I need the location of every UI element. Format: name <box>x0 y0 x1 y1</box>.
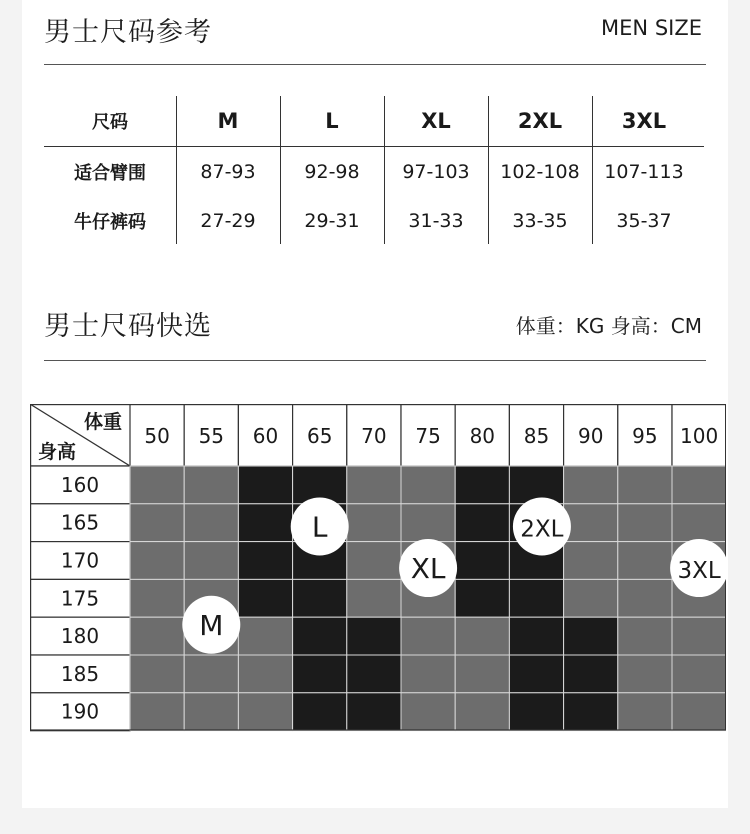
size-grid-cell <box>564 466 618 504</box>
size-header-3xl: 3XL <box>621 109 667 133</box>
size-grid-cell <box>564 579 618 617</box>
size-value-cell: 35-37 <box>616 210 672 232</box>
size-value-cell: 102-108 <box>500 161 580 183</box>
size-grid-cell <box>618 693 672 731</box>
size-grid-cell <box>672 466 726 504</box>
corner-height-label: 身高 <box>38 441 77 463</box>
size-grid-cell <box>455 466 509 504</box>
size-value-cell: 29-31 <box>304 210 360 232</box>
size-grid-cell <box>347 693 401 731</box>
size-grid-cell <box>238 579 292 617</box>
row-label: 适合臂围 <box>74 163 146 184</box>
weight-label: 75 <box>415 424 441 448</box>
quick-divider <box>44 360 706 361</box>
size-grid-cell <box>509 617 563 655</box>
size-grid-cell <box>130 693 184 731</box>
size-grid-cell <box>130 655 184 693</box>
size-grid-cell <box>347 504 401 542</box>
size-grid-cell <box>455 504 509 542</box>
weight-label: 85 <box>523 424 550 448</box>
size-grid-cell <box>509 655 563 693</box>
height-label: 185 <box>60 661 100 686</box>
size-value-cell: 31-33 <box>408 210 464 232</box>
size-grid-cell <box>238 542 292 580</box>
size-value-cell: 92-98 <box>304 161 360 183</box>
size-grid-cell <box>130 542 184 580</box>
quick-title: 男士尺码快选 <box>44 311 212 342</box>
size-grid-cell <box>184 655 238 693</box>
size-grid-cell <box>347 579 401 617</box>
size-grid-cell <box>672 504 726 542</box>
reference-divider <box>44 64 706 65</box>
size-value-cell: 107-113 <box>604 161 684 183</box>
table-column-divider <box>384 96 385 244</box>
height-label: 190 <box>60 699 100 724</box>
weight-label: 70 <box>361 424 387 448</box>
size-grid-cell <box>184 542 238 580</box>
table-column-divider <box>176 96 177 244</box>
size-header-label: 尺码 <box>92 112 128 133</box>
size-marker-label: L <box>311 510 328 544</box>
quick-select-grid <box>30 404 726 734</box>
size-grid-cell <box>130 617 184 655</box>
height-label: 165 <box>60 510 100 535</box>
corner-weight-label: 体重 <box>83 411 122 433</box>
table-column-divider <box>488 96 489 244</box>
size-header-l: L <box>325 109 339 133</box>
height-label: 175 <box>60 586 100 611</box>
size-grid-cell <box>564 655 618 693</box>
size-grid-cell <box>618 579 672 617</box>
weight-label: 95 <box>632 424 658 448</box>
size-grid-cell <box>564 542 618 580</box>
size-grid-cell <box>238 617 292 655</box>
height-label: 170 <box>60 548 100 573</box>
size-grid-cell <box>401 655 455 693</box>
weight-label: 80 <box>469 424 496 448</box>
size-grid-cell <box>184 466 238 504</box>
size-grid-cell <box>618 542 672 580</box>
size-grid-cell <box>238 655 292 693</box>
size-grid-cell <box>130 504 184 542</box>
reference-title: 男士尺码参考 <box>44 17 212 48</box>
size-grid-cell <box>238 504 292 542</box>
size-grid-cell <box>672 693 726 731</box>
size-grid-cell <box>401 504 455 542</box>
size-header-m: M <box>217 109 239 133</box>
size-marker-label: M <box>199 608 224 642</box>
row-label: 牛仔裤码 <box>74 212 146 233</box>
size-grid-cell <box>564 617 618 655</box>
size-grid-cell <box>347 542 401 580</box>
table-column-divider <box>592 96 593 244</box>
size-grid-cell <box>564 693 618 731</box>
size-value-cell: 87-93 <box>200 161 256 183</box>
size-grid-cell <box>401 466 455 504</box>
size-grid-cell <box>238 693 292 731</box>
weight-label: 90 <box>577 424 604 448</box>
size-header-2xl: 2XL <box>517 109 563 133</box>
size-marker-label: 2XL <box>520 516 564 543</box>
size-value-cell: 33-35 <box>512 210 568 232</box>
size-grid-cell <box>293 579 347 617</box>
size-grid-cell <box>509 693 563 731</box>
height-label: 180 <box>60 624 100 649</box>
size-grid-cell <box>238 466 292 504</box>
size-grid-cell <box>455 617 509 655</box>
weight-label: 100 <box>680 424 719 448</box>
size-grid-cell <box>509 579 563 617</box>
size-value-cell: 27-29 <box>200 210 256 232</box>
size-grid-cell <box>455 579 509 617</box>
size-grid-cell <box>618 617 672 655</box>
size-grid-cell <box>401 617 455 655</box>
size-grid-cell <box>401 693 455 731</box>
size-grid-cell <box>347 466 401 504</box>
weight-label: 55 <box>198 424 225 448</box>
size-grid-cell <box>618 466 672 504</box>
size-grid-cell <box>672 655 726 693</box>
size-grid-cell <box>347 617 401 655</box>
size-grid-cell <box>564 504 618 542</box>
weight-label: 60 <box>252 424 279 448</box>
reference-subtitle: MEN SIZE <box>601 16 702 40</box>
size-grid-cell <box>347 655 401 693</box>
table-header-divider <box>44 146 704 147</box>
height-label: 160 <box>60 472 100 497</box>
size-grid-cell <box>455 655 509 693</box>
size-grid-cell <box>293 693 347 731</box>
size-grid-cell <box>455 693 509 731</box>
units-label: 体重：KG 身高：CM <box>515 314 702 338</box>
size-value-cell: 97-103 <box>402 161 470 183</box>
size-grid-cell <box>293 655 347 693</box>
size-grid-cell <box>130 466 184 504</box>
size-marker-label: XL <box>410 552 446 586</box>
size-grid-cell <box>130 579 184 617</box>
size-grid-cell <box>184 504 238 542</box>
table-column-divider <box>280 96 281 244</box>
size-marker-label: 3XL <box>677 558 721 585</box>
weight-label: 65 <box>306 424 333 448</box>
size-header-xl: XL <box>421 109 451 133</box>
size-grid-cell <box>455 542 509 580</box>
weight-label: 50 <box>144 424 170 448</box>
size-grid-cell <box>293 617 347 655</box>
size-grid-cell <box>184 693 238 731</box>
size-grid-cell <box>618 655 672 693</box>
size-grid-cell <box>672 617 726 655</box>
size-grid-cell <box>618 504 672 542</box>
